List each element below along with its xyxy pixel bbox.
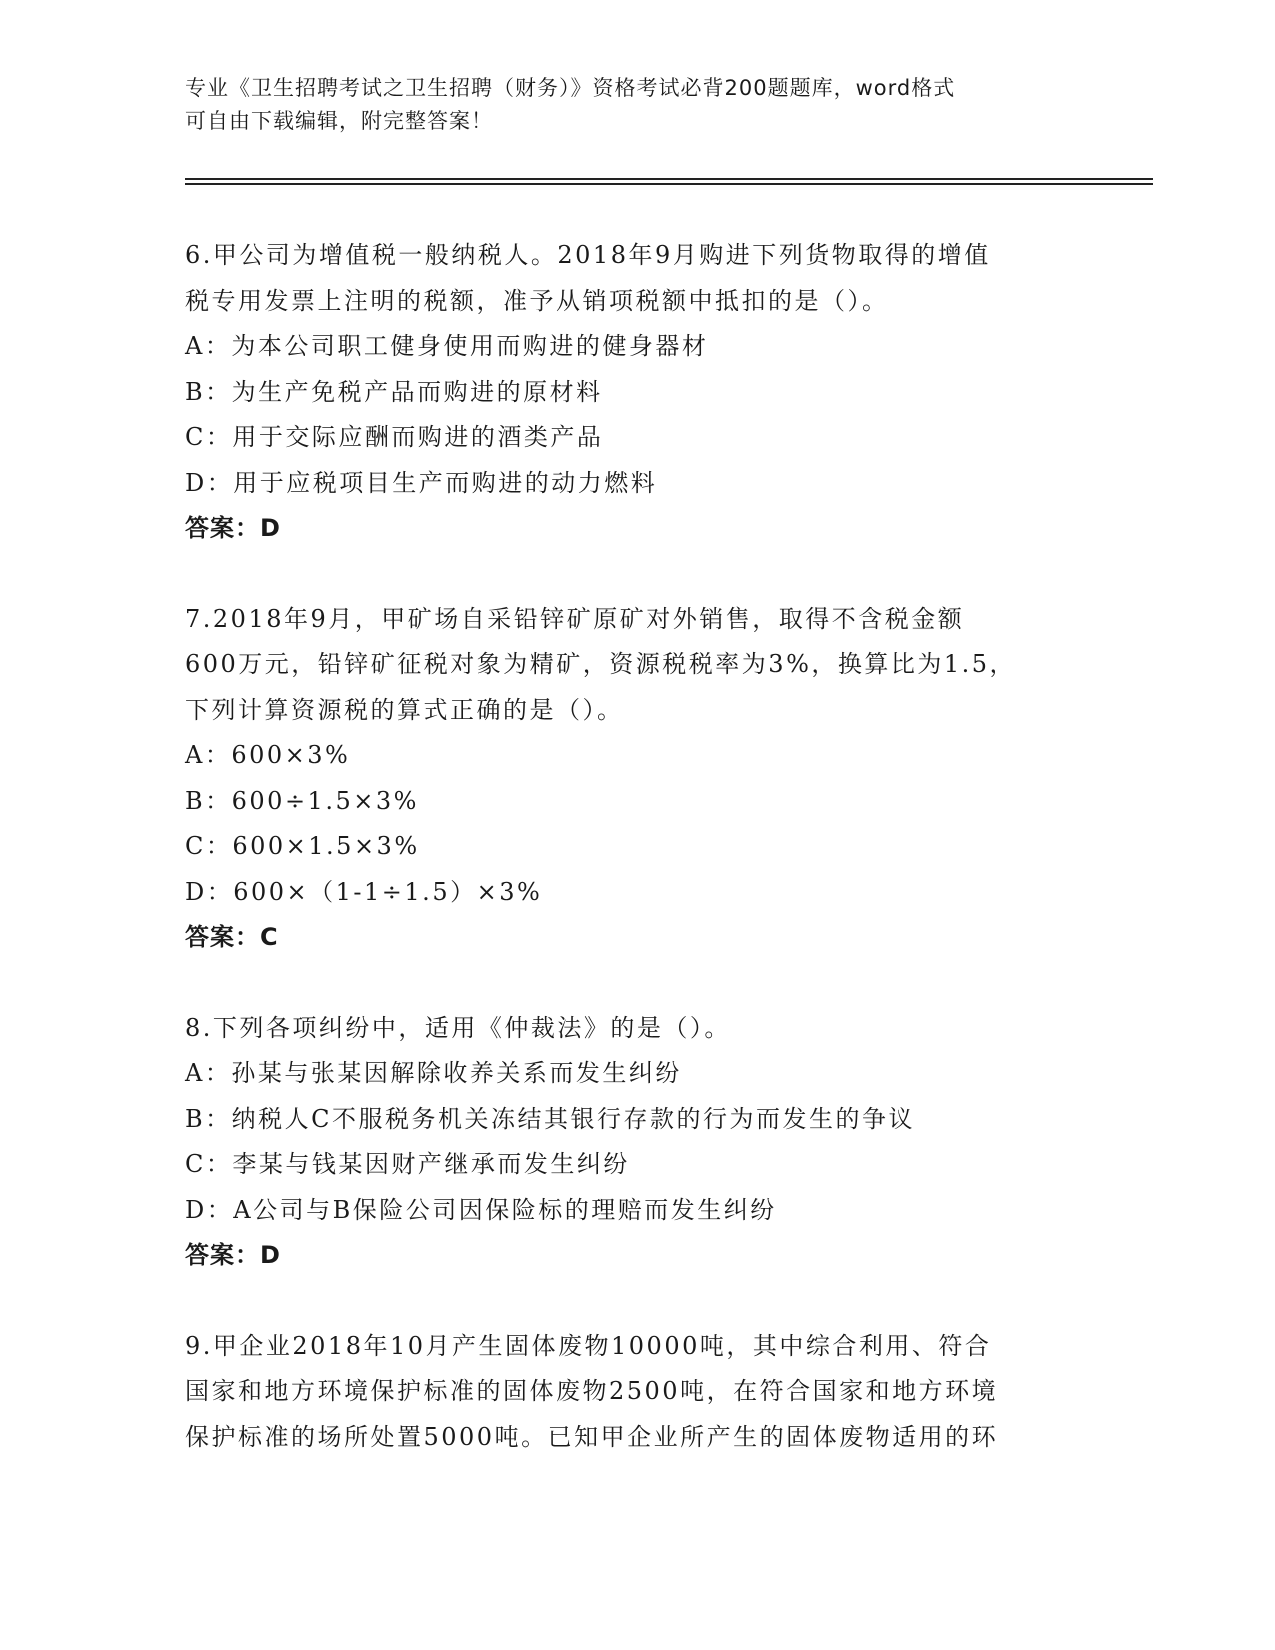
- option-d: D：A公司与B保险公司因保险标的理赔而发生纠纷: [185, 1195, 777, 1224]
- document-header: [185, 72, 1065, 138]
- question-stem-line: 9.甲企业2018年10月产生固体废物10000吨，其中综合利用、符合: [185, 1331, 992, 1360]
- option-a: A：为本公司职工健身使用而购进的健身器材: [185, 332, 709, 360]
- option-b: B：纳税人C不服税务机关冻结其银行存款的行为而发生的争议: [185, 1104, 915, 1133]
- option-d: D：用于应税项目生产而购进的动力燃料: [185, 468, 658, 497]
- question-stem-line: 税专用发票上注明的税额，准予从销项税额中抵扣的是（）。: [185, 286, 889, 315]
- question-list: [185, 233, 1085, 1460]
- header-line-2: 可自由下载编辑，附完整答案！: [185, 109, 493, 133]
- option-c: C：600×1.5×3%: [185, 832, 420, 860]
- option-c: C：用于交际应酬而购进的酒类产品: [185, 423, 604, 451]
- question-7: [185, 597, 1085, 961]
- answer-line: 答案：D: [185, 514, 281, 542]
- option-a: A：孙某与张某因解除收养关系而发生纠纷: [185, 1059, 682, 1087]
- option-a: A：600×3%: [185, 741, 351, 769]
- question-stem-line: 8.下列各项纠纷中，适用《仲裁法》的是（）。: [185, 1013, 731, 1042]
- question-stem-line: 下列计算资源税的算式正确的是（）。: [185, 695, 624, 724]
- option-b: B：600÷1.5×3%: [185, 786, 419, 815]
- option-b: B：为生产免税产品而购进的原材料: [185, 377, 603, 406]
- header-divider-top: [185, 178, 1153, 180]
- question-stem-line: 保护标准的场所处置5000吨。已知甲企业所产生的固体废物适用的环: [185, 1422, 999, 1451]
- question-6: [185, 233, 1085, 552]
- question-8: [185, 1006, 1085, 1279]
- question-9: [185, 1324, 1085, 1461]
- option-c: C：李某与钱某因财产继承而发生纠纷: [185, 1150, 630, 1178]
- question-stem-line: 600万元，铅锌矿征税对象为精矿，资源税税率为3%，换算比为1.5，: [185, 650, 1017, 678]
- question-stem-line: 6.甲公司为增值税一般纳税人。2018年9月购进下列货物取得的增值: [185, 241, 991, 269]
- answer-line: 答案：D: [185, 1241, 281, 1269]
- question-stem-line: 国家和地方环境保护标准的固体废物2500吨，在符合国家和地方环境: [185, 1377, 999, 1405]
- option-d: D：600×（1-1÷1.5）×3%: [185, 877, 543, 906]
- header-divider-bottom: [185, 183, 1153, 185]
- header-line-1: 专业《卫生招聘考试之卫生招聘（财务）》资格考试必背200题题库，word格式: [185, 76, 956, 100]
- question-stem-line: 7.2018年9月，甲矿场自采铅锌矿原矿对外销售，取得不含税金额: [185, 604, 965, 633]
- answer-line: 答案：C: [185, 923, 279, 951]
